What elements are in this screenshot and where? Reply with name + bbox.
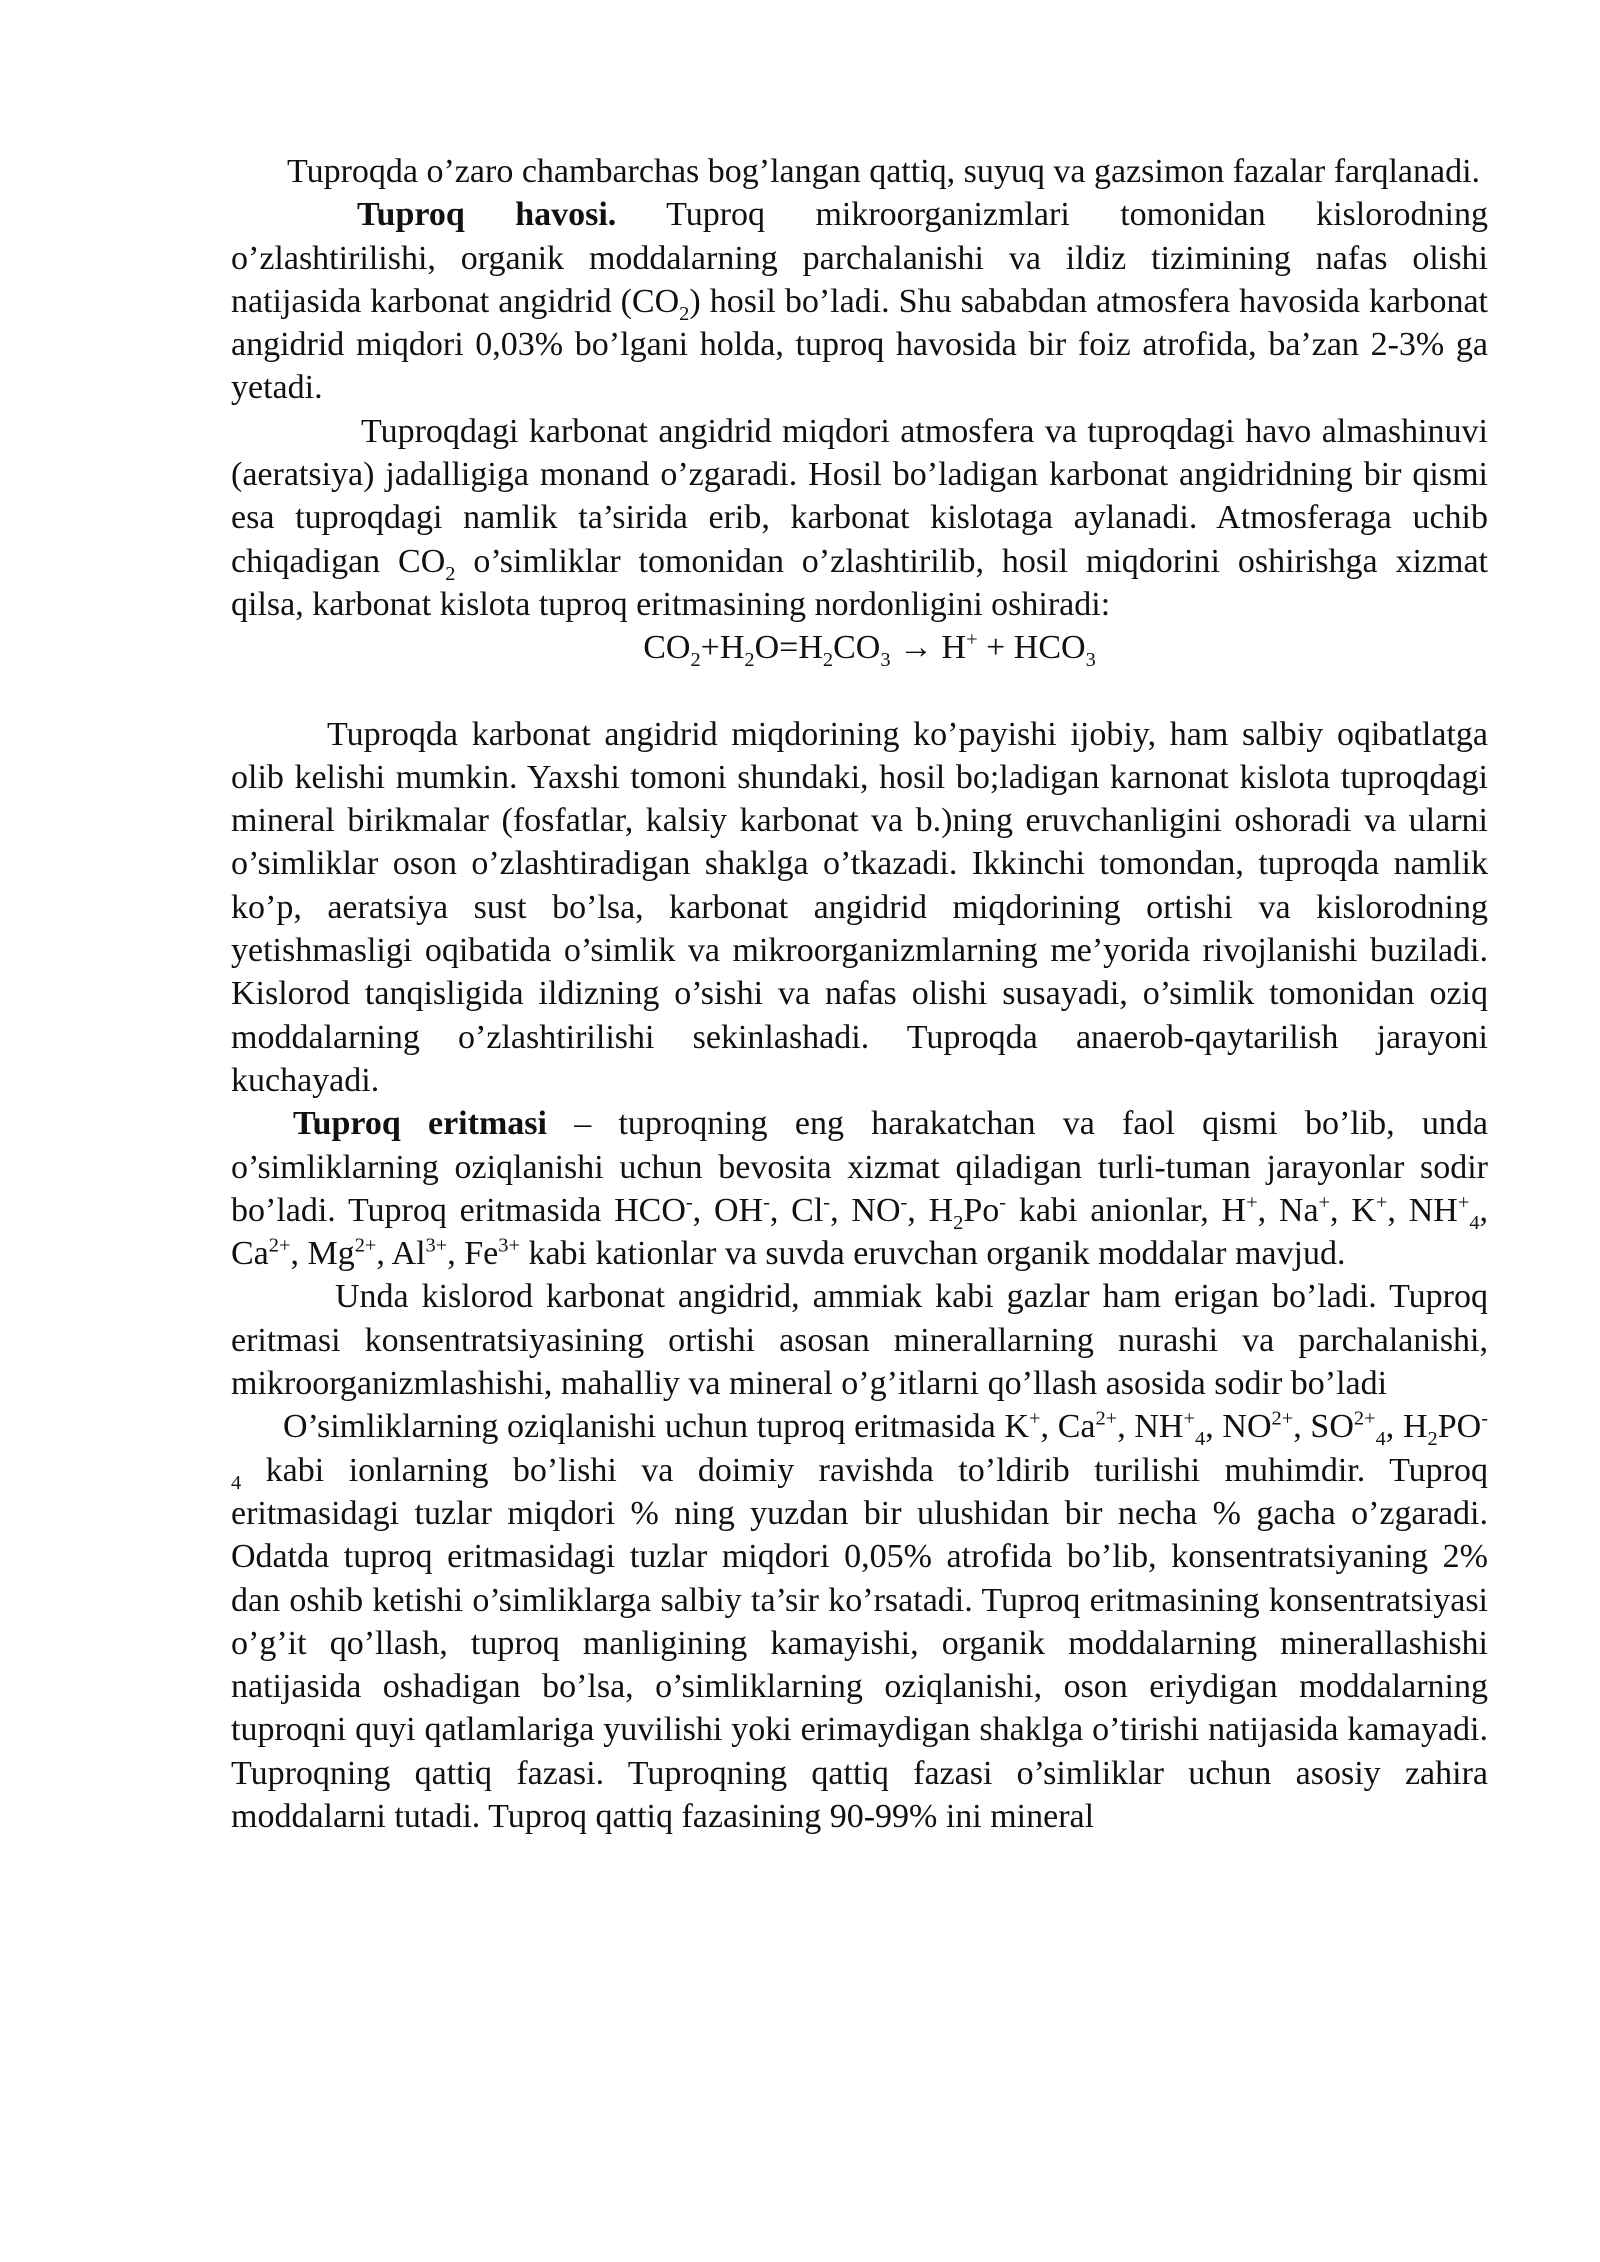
paragraph-dissolved-gases: [231, 1275, 1488, 1405]
document-page: [231, 150, 1488, 1838]
paragraph-soil-solution: Tuproq eritmasi – tuproqning eng harakatchan va faol qismi bo’lib, unda o’simliklarning oziqlanishi uchun bevosita xizmat qiladigan turli-tuman jarayonlar sodir bo’ladi. Tuproq eritmasida HCO-, OH-, Cl-, NO-, $H_2Po^-$ kabi anionlar, H+, Na+, K+, $NH^+_4$, $Ca^{2+}$, $Mg^{2+}$, $Al^{3+}$, $Fe^{3+}$ kabi kationlar va suvda eruvchan organik moddalar mavjud.: [231, 1105, 1489, 1273]
paragraph-phases: [231, 150, 1488, 193]
section-heading-soil-air: Tuproq havosi.: [357, 196, 617, 234]
paragraph-co2-exchange: Tuproqdagi karbonat angidrid miqdori atmosfera va tuproqdagi havo almashinuvi (aeratsiya) jadalligiga monand o’zgaradi. Hosil bo’ladigan karbonat angidridning bir qismi esa tuproqdagi namlik ta’sirida erib, karbonat kislotaga aylanadi. Atmosferaga uchib chiqadigan $CO_2$ o’simliklar tomonidan o’zlashtirilib, hosil miqdorini oshirishga xizmat qilsa, karbonat kislota tuproq eritmasining nordonligini oshiradi:: [231, 412, 1488, 623]
section-heading-soil-solution: Tuproq eritmasi: [293, 1105, 547, 1143]
paragraph-plant-nutrition: O’simliklarning oziqlanishi uchun tuproq eritmasida K+, $Ca^{2+}$, $NH^+_4$, $NO^{2+}$, $SO^{2+}_4$, $H_2PO^-_4$ kabi ionlarning bo’lishi va doimiy ravishda to’ldirib turilishi muhimdir. Tuproq eritmasidagi tuzlar miqdori % ning yuzdan bir ulushidan bir necha % gacha o’zgaradi. Odatda tuproq eritmasidagi tuzlar miqdori 0,05% atrofida bo’lib, konsentratsiyaning 2% dan oshib ketishi o’simliklarga salbiy ta’sir ko’rsatadi. Tuproq eritmasining konsentratsiyasi o’g’it qo’llash, tuproq manligining kamayishi, organik moddalarning minerallashishi natijasida oshadigan bo’lsa, o’simliklarning oziqlanishi, oson eriydigan moddalarning tuproqni quyi qatlamlariga yuvilishi yoki erimaydigan shaklga o’tirishi natijasida kamayadi. Tuproqning qattiq fazasi. Tuproqning qattiq fazasi o’simliklar uchun asosiy zahira moddalarni tutadi. Tuproq qattiq fazasining 90-99% ini mineral: [231, 1407, 1489, 1835]
paragraph-soil-air: Tuproq havosi. Tuproq mikroorganizmlari tomonidan kislorodning o’zlashtirilishi, organik moddalarning parchalanishi va ildiz tizimining nafas olishi natijasida karbonat angidrid $(CO_2)$ hosil bo’ladi. Shu sababdan atmosfera havosida karbonat angidrid miqdori 0,03% bo’lgani holda, tuproq havosida bir foiz atrofida, ba’zan 2-3% ga yetadi.: [231, 196, 1488, 407]
paragraph-text: Tuproqda o’zaro chambarchas bog’langan qattiq, suyuq va gazsimon fazalar farqlanadi.: [287, 153, 1481, 190]
paragraph-text: Unda kislorod karbonat angidrid, ammiak kabi gazlar ham erigan bo’ladi. Tuproq eritmasi konsentratsiyasining ortishi asosan minerallarning nurashi va parchalanishi, mikroorganizmlashishi, mahalliy va mineral o’g’itlarni qo’llash asosida sodir bo’ladi: [231, 1278, 1488, 1403]
paragraph-text: Tuproqda karbonat angidrid miqdorining ko’payishi ijobiy, ham salbiy oqibatlatga olib kelishi mumkin. Yaxshi tomoni shundaki, hosil bo;ladigan karnonat kislota tuproqdagi mineral birikmalar (fosfatlar, kalsiy karbonat va b.)ning eruvchanligini oshoradi va ularni o’simliklar oson o’zlashtiradigan shaklga o’tkazadi. Ikkinchi tomondan, tuproqda namlik ko’p, aeratsiya sust bo’lsa, karbonat angidrid miqdorining ortishi va kislorodning yetishmasligi oqibatida o’simlik va mikroorganizmlarning me’yorida rivojlanishi buziladi. Kislorod tanqisligida ildizning o’sishi va nafas olishi susayadi, o’simlik tomonidan oziq moddalarning o’zlashtirilishi sekinlashadi. Tuproqda anaerob-qaytarilish jarayoni kuchayadi.: [231, 715, 1488, 1099]
paragraph-co2-effects: [231, 713, 1488, 1103]
chemical-formula: $CO_2+H_2O=H_2CO_3 \to H^+ + HCO_3$: [643, 628, 1096, 672]
